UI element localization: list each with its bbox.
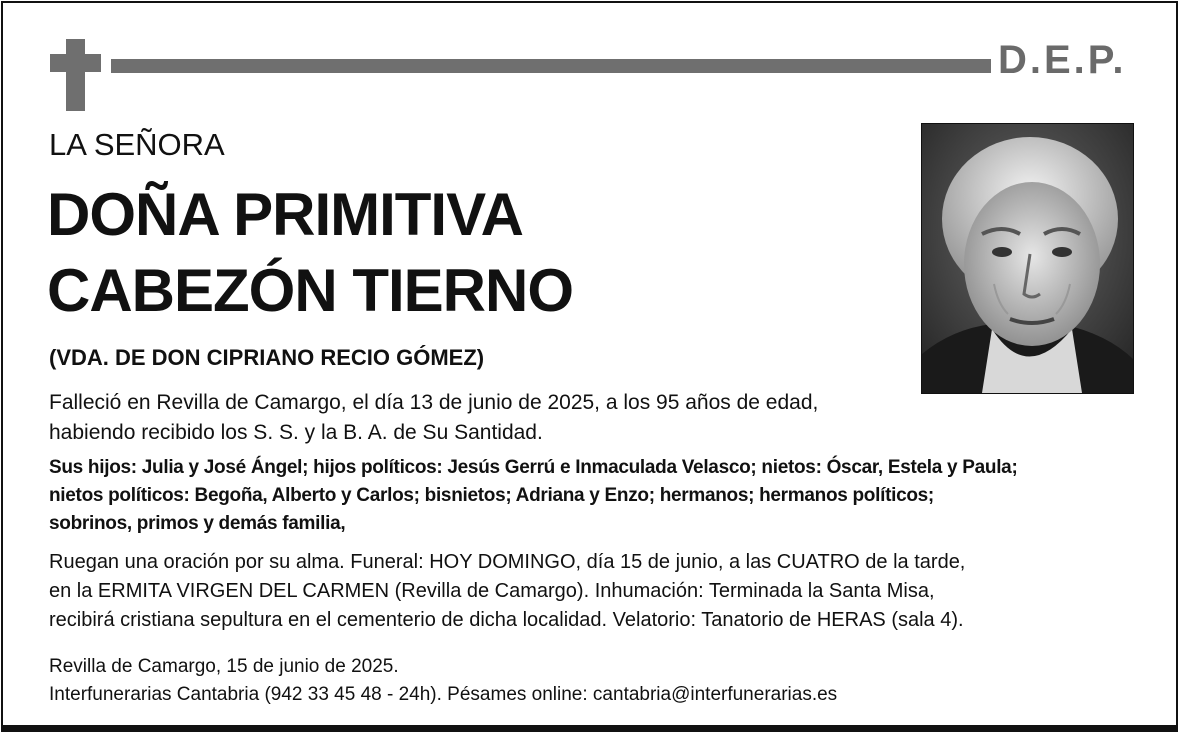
family-line: nietos políticos: Begoña, Alberto y Carlos; bisnietos; Adriana y Enzo; hermanos; hermanos políticos; [49,485,934,506]
footer [49,653,1159,709]
name-line-2: CABEZÓN TIERNO [47,257,573,324]
funeral-line: recibirá cristiana sepultura en el cementerio de dicha localidad. Velatorio: Tanatorio de HERAS (sala 4). [49,609,964,631]
funeral-details [49,548,1159,635]
death-details-line: Falleció en Revilla de Camargo, el día 13 de junio de 2025, a los 95 años de edad, [49,391,819,414]
widow-of: (VDA. DE DON CIPRIANO RECIO GÓMEZ) [49,345,485,370]
death-details [49,388,909,448]
dep-label: D.E.P. [998,38,1127,82]
header-rule [111,59,991,73]
portrait-photo [921,123,1134,394]
death-details-line: habiendo recibido los S. S. y la B. A. de Su Santidad. [49,421,543,444]
family-line: Sus hijos: Julia y José Ángel; hijos políticos: Jesús Gerrú e Inmaculada Velasco; nietos: Óscar, Estela y Paula; [49,457,1018,478]
funeral-line: en la ERMITA VIRGEN DEL CARMEN (Revilla de Camargo). Inhumación: Terminada la Santa Misa, [49,580,935,602]
contact-line: Interfunerarias Cantabria (942 33 45 48 - 24h). Pésames online: cantabria@interfunerarias.es [49,684,838,705]
name-line-1: DOÑA PRIMITIVA [47,181,523,248]
obituary-notice [1,1,1178,732]
family-line: sobrinos, primos y demás familia, [49,513,346,534]
place-date: Revilla de Camargo, 15 de junio de 2025. [49,656,399,677]
funeral-line: Ruegan una oración por su alma. Funeral: HOY DOMINGO, día 15 de junio, a las CUATRO de la tarde, [49,551,966,573]
deceased-name [47,177,573,329]
family-list [49,454,1159,538]
honorific: LA SEÑORA [49,127,225,162]
